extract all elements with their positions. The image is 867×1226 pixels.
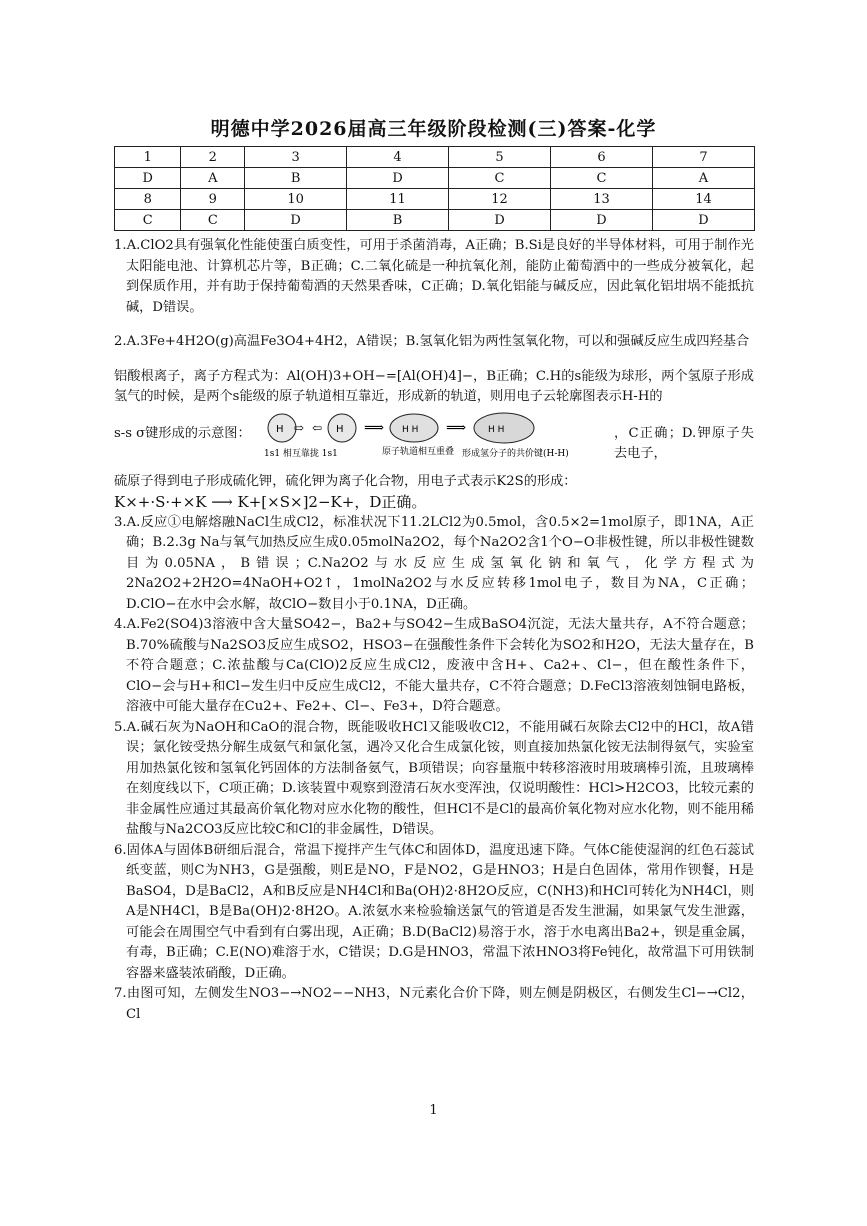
answer-table-cell: 1 [115,147,181,168]
svg-text:⇨: ⇨ [294,420,305,435]
answer-table-cell: 6 [551,147,653,168]
answer-table-cell: C [181,210,245,231]
answer-table-cell: D [449,210,551,231]
answer-table-row [115,189,755,210]
answer-q4: 4.A.Fe2(SO4)3溶液中含大量SO42−，Ba2+与SO42−生成BaSO4沉淀，无法大量共存，A不符合题意；B.70%硫酸与Na2SO3反应生成SO2，HSO3−在强酸性条件下会转化为SO2和H2O，无法大量存在，B不符合题意；C.浓盐酸与Ca(ClO)2反应生成Cl2，废液中含H+、Ca2+、Cl−，但在酸性条件下，ClO−会与H+和Cl−发生归中反应生成Cl2，不能大量共存，C不符合题意；D.FeCl3溶液刻蚀铜电路板，溶液中可能大量存在Cu2+、Fe2+、Cl−、Fe3+，D符合题意。 [114,617,754,714]
answer-table-cell: D [347,168,449,189]
answer-table-cell: 3 [245,147,347,168]
answer-table-row [115,210,755,231]
answer-q2-part1: 2.A.3Fe+4H2O(g)高温Fe3O4+4H2，A错误；B.氢氧化铝为两性氢氧化物，可以和强碱反应生成四羟基合 [114,334,750,349]
answer-table-cell: 8 [115,189,181,210]
answer-table-cell: 13 [551,189,653,210]
svg-text:H: H [276,423,284,435]
answer-table-cell: 9 [181,189,245,210]
answer-table-cell: 4 [347,147,449,168]
answer-table-cell: D [245,210,347,231]
answer-table-cell: A [181,168,245,189]
answer-table-cell: D [652,210,754,231]
answer-q2-part3: 硫原子得到电子形成硫化钾，硫化钾为离子化合物，用电子式表示K2S的形成： [114,473,577,489]
page-number: 1 [429,1103,438,1118]
answer-body [114,236,754,1025]
svg-text:H: H [336,423,344,435]
answer-table-cell: B [347,210,449,231]
answer-table-cell: 10 [245,189,347,210]
svg-text:⇦: ⇦ [312,420,323,435]
answer-q7: 7.由图可知，左侧发生NO3−→NO2−−NH3，N元素化合价下降，则左侧是阴极区，右侧发生Cl−→Cl2，Cl [114,986,754,1022]
diagram-label-approach: 1s1 相互靠拢 1s1 [264,448,338,459]
diagram-label-bond: 形成氢分子的共价键(H-H) [462,448,569,459]
answer-q6: 6.固体A与固体B研细后混合，常温下搅拌产生气体C和固体D，温度迅速下降。气体C能使湿润的红色石蕊试纸变蓝，则C为NH3，G是强酸，则E是NO，F是NO2，G是HNO3；H是白色固体，常用作钡餐，H是BaSO4，D是BaCl2，A和B反应是NH4Cl和Ba(OH)2·8H2O反应，C(NH3)和HCl可转化为NH4Cl，则A是NH4Cl，B是Ba(OH)2·8H2O。A.浓氨水来检验输送氯气的管道是否发生泄漏，如果氯气发生泄露，可能会在周围空气中看到有白雾出现，A正确；B.D(BaCl2)易溶于水，溶于水电离出Ba2+，钡是重金属，有毒，B正确；C.E(NO)难溶于水，C错误；D.G是HNO3，常温下浓HNO3将Fe钝化，故常温下可用铁制容器来盛装浓硝酸，D正确。 [114,842,755,981]
page-title: 明德中学2026届高三年级阶段检测(三)答案-化学 [210,118,657,140]
answer-table-cell: C [449,168,551,189]
answer-q3: 3.A.反应①电解熔融NaCl生成Cl2，标准状况下11.2LCl2为0.5mol，含0.5×2=1mol原子，即1NA，A正确；B.2.3g Na与氧气加热反应生成0.05molNa2O2，每个Na2O2含1个O−O非极性键，所以非极性键数目为0.05NA，B错误；C.Na2O2与水反应生成氢氧化钠和氧气，化学方程式为2Na2O2+2H2O=4NaOH+O2↑，1molNa2O2与水反应转移1mol电子，数目为NA，C正确；D.ClO−在水中会水解，故ClO−数目小于0.1NA，D正确。 [114,514,754,612]
answer-table-cell: B [245,168,347,189]
orbital-diagram-line [114,410,754,466]
diagram-after-text: ，C正确；D.钾原子失去电子， [614,425,754,461]
answer-table-cell: A [652,168,754,189]
orbital-overlap-diagram [264,410,609,466]
answer-table-row [115,147,755,168]
answer-table-cell: 7 [652,147,754,168]
answer-table-cell: D [551,210,653,231]
diagram-intro-text: s-s σ键形成的示意图： [114,425,251,441]
answer-table-cell: 12 [449,189,551,210]
answer-table [114,146,755,231]
answer-table-cell: C [551,168,653,189]
answer-table-row [115,168,755,189]
k2s-electron-formula: K×+·S·+×K ⟶ K+[×S×]2−K+，D正确。 [114,493,427,511]
answer-table-cell: 5 [449,147,551,168]
answer-table-cell: C [115,210,181,231]
answer-q2-part2: 铝酸根离子，离子方程式为：Al(OH)3+OH−=[Al(OH)4]−，B正确；C.H的s能级为球形，两个氢原子形成氢气的时候，是两个s能级的原子轨道相互靠近，形成新的轨道，则用电子云轮廓图表示H-H的 [114,368,754,404]
answer-q5: 5.A.碱石灰为NaOH和CaO的混合物，既能吸收HCl又能吸收Cl2，不能用碱石灰除去Cl2中的HCl，故A错误；氯化铵受热分解生成氨气和氯化氢，遇冷又化合生成氯化铵，则直接加热氯化铵无法制得氨气，实验室用加热氯化铵和氢氧化钙固体的方法制备氨气，B项错误；向容量瓶中转移溶液时用玻璃棒引流，且玻璃棒在刻度线以下，C项正确；D.该装置中观察到澄清石灰水变浑浊，仅说明酸性：HCl>H2CO3，比较元素的非金属性应通过其最高价氧化物对应水化物的酸性，但HCl不是Cl的最高价氧化物对应水化物，则不能用稀盐酸与Na2CO3反应比较C和Cl的非金属性，D错误。 [114,719,754,837]
svg-text:H H: H H [488,424,505,435]
diagram-label-overlap: 原子轨道相互重叠 [382,446,455,457]
svg-text:⟹: ⟹ [364,419,385,436]
answer-table-cell: 2 [181,147,245,168]
svg-text:⟹: ⟹ [446,419,467,436]
answer-q1: 1.A.ClO2具有强氧化性能使蛋白质变性，可用于杀菌消毒，A正确；B.Si是良好的半导体材料，可用于制作光太阳能电池、计算机芯片等，B正确；C.二氧化硫是一种抗氧化剂，能防止葡萄酒中的一些成分被氧化，起到保质作用，并有助于保持葡萄酒的天然果香味，C正确；D.氧化铝能与碱反应，因此氧化铝坩埚不能抵抗碱，D错误。 [114,238,754,315]
answer-table-cell: 11 [347,189,449,210]
answer-table-cell: 14 [652,189,754,210]
svg-text:H H: H H [402,424,419,435]
answer-table-cell: D [115,168,181,189]
